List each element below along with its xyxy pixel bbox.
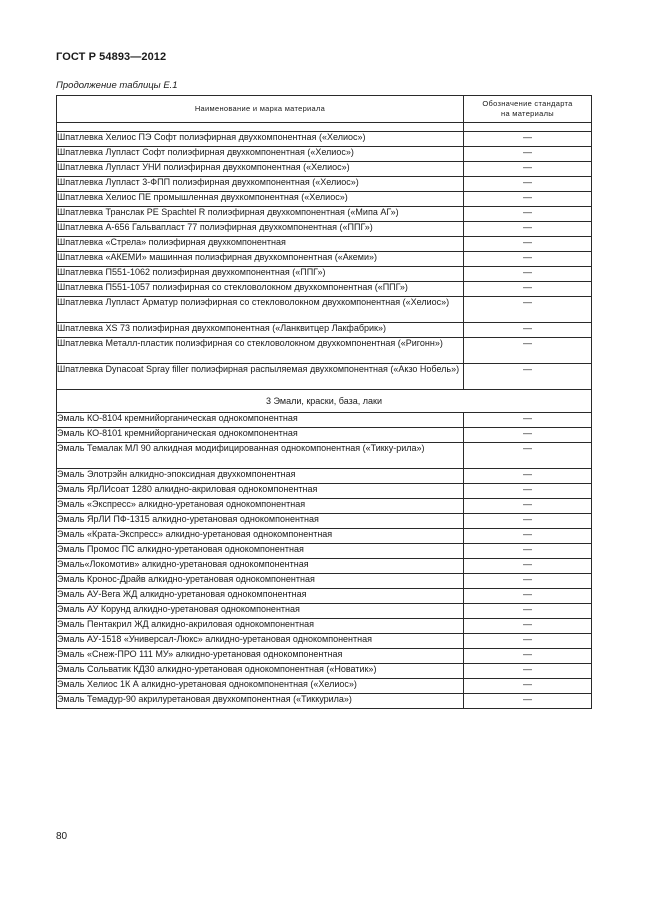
standard-designation: — [464, 649, 592, 664]
table-row [57, 694, 592, 709]
material-name: Шпатлевка Металл-пластик полиэфирная со стекловолокном двухкомпонентная («Ригонн») [57, 338, 464, 364]
table-body-enamels [57, 413, 592, 709]
material-name: Эмаль Хелиос 1К А алкидно-уретановая однокомпонентная («Хелиос») [57, 679, 464, 694]
material-name: Шпатлевка «АКЕМИ» машинная полиэфирная двухкомпонентная («Акеми») [57, 252, 464, 267]
table-section [57, 390, 592, 413]
section-title: 3 Эмали, краски, база, лаки [57, 390, 592, 413]
material-name: Эмаль Темадур-90 акрилуретановая двухкомпонентная («Тиккурила») [57, 694, 464, 709]
document-id: ГОСТ Р 54893—2012 [56, 51, 167, 63]
material-name: Шпатлевка Лупласт 3-ФПП полиэфирная двухкомпонентная («Хелиос») [57, 177, 464, 192]
standard-designation: — [464, 207, 592, 222]
table-row [57, 529, 592, 544]
standard-designation: — [464, 413, 592, 428]
standard-designation: — [464, 282, 592, 297]
table-row [57, 484, 592, 499]
material-name: Эмаль«Локомотив» алкидно-уретановая однокомпонентная [57, 559, 464, 574]
material-name: Шпатлевка А-656 Гальвапласт 77 полиэфирная двухкомпонентная («ППГ») [57, 222, 464, 237]
material-name: Шпатлевка П551-1062 полиэфирная двухкомпонентная («ППГ») [57, 267, 464, 282]
standard-designation: — [464, 679, 592, 694]
material-name: Шпатлевка XS 73 полиэфирная двухкомпонентная («Ланквитцер Лакфабрик») [57, 323, 464, 338]
table-row [57, 589, 592, 604]
table-row [57, 544, 592, 559]
materials-table [56, 95, 592, 709]
table-row [57, 514, 592, 529]
material-name: Эмаль Кронос-Драйв алкидно-уретановая однокомпонентная [57, 574, 464, 589]
standard-designation: — [464, 514, 592, 529]
table-row [57, 222, 592, 237]
table-body-putty [57, 123, 592, 390]
standard-designation: — [464, 192, 592, 207]
material-name: Эмаль Элотрэйн алкидно-эпоксидная двухкомпонентная [57, 469, 464, 484]
material-name: Шпатлевка Лупласт УНИ полиэфирная двухкомпонентная («Хелиос») [57, 162, 464, 177]
standard-designation: — [464, 177, 592, 192]
table-row [57, 237, 592, 252]
table-row [57, 267, 592, 282]
table-row [57, 604, 592, 619]
table-row [57, 297, 592, 323]
table-row [57, 559, 592, 574]
material-name: Эмаль АУ-1518 «Универсал-Люкс» алкидно-уретановая однокомпонентная [57, 634, 464, 649]
material-name: Эмаль «Крата-Экспресс» алкидно-уретановая однокомпонентная [57, 529, 464, 544]
standard-designation: — [464, 589, 592, 604]
standard-designation: — [464, 559, 592, 574]
page-number: 80 [56, 831, 68, 842]
table-row [57, 323, 592, 338]
material-name: Эмаль «Снеж-ПРО 111 МУ» алкидно-уретановая однокомпонентная [57, 649, 464, 664]
standard-designation: — [464, 162, 592, 177]
material-name: Шпатлевка Хелиос ПЭ Софт полиэфирная двухкомпонентная («Хелиос») [57, 132, 464, 147]
table-row [57, 282, 592, 297]
table-row [57, 428, 592, 443]
table-row [57, 469, 592, 484]
standard-designation: — [464, 544, 592, 559]
material-name: Эмаль Темалак МЛ 90 алкидная модифицированная однокомпонентная («Тикку-рила») [57, 443, 464, 469]
table-row [57, 634, 592, 649]
table-row [57, 338, 592, 364]
standard-designation: — [464, 443, 592, 469]
table-row [57, 679, 592, 694]
material-name: Эмаль Сольватик КД30 алкидно-уретановая однокомпонентная («Новатик») [57, 664, 464, 679]
section-row [57, 390, 592, 413]
standard-designation: — [464, 574, 592, 589]
standard-designation: — [464, 634, 592, 649]
standard-designation: — [464, 297, 592, 323]
material-name: Шпатлевка Dynacoat Spray filler полиэфирная распыляемая двухкомпонентная («Акзо Нобель») [57, 364, 464, 390]
table-row [57, 177, 592, 192]
column-header-standard-line1: Обозначение стандарта [482, 99, 573, 108]
table-row [57, 574, 592, 589]
material-name: Эмаль КО-8104 кремнийорганическая однокомпонентная [57, 413, 464, 428]
column-header-name: Наименование и марка материала [57, 96, 464, 123]
material-name: Шпатлевка Хелиос ПЕ промышленная двухкомпонентная («Хелиос») [57, 192, 464, 207]
table-row [57, 499, 592, 514]
material-name: Эмаль Промос ПС алкидно-уретановая однокомпонентная [57, 544, 464, 559]
standard-designation: — [464, 222, 592, 237]
table-row [57, 413, 592, 428]
standard-designation: — [464, 364, 592, 390]
table-row [57, 649, 592, 664]
table-row [57, 252, 592, 267]
table-row [57, 132, 592, 147]
table-row [57, 443, 592, 469]
standard-designation: — [464, 338, 592, 364]
table-row [57, 162, 592, 177]
material-name: Эмаль ЯрЛИ ПФ-1315 алкидно-уретановая однокомпонентная [57, 514, 464, 529]
standard-designation: — [464, 469, 592, 484]
standard-designation: — [464, 619, 592, 634]
material-name: Шпатлевка Лупласт Арматур полиэфирная со стекловолокном двухкомпонентная («Хелиос») [57, 297, 464, 323]
material-name: Шпатлевка Транслак PE Spachtel R полиэфирная двухкомпонентная («Мипа АГ») [57, 207, 464, 222]
standard-designation: — [464, 694, 592, 709]
standard-designation: — [464, 499, 592, 514]
table-row [57, 207, 592, 222]
material-name: Шпатлевка «Стрела» полиэфирная двухкомпонентная [57, 237, 464, 252]
table-caption: Продолжение таблицы Е.1 [56, 80, 178, 91]
standard-designation: — [464, 484, 592, 499]
material-name: Шпатлевка Лупласт Софт полиэфирная двухкомпонентная («Хелиос») [57, 147, 464, 162]
standard-designation: — [464, 664, 592, 679]
standard-designation: — [464, 267, 592, 282]
standard-designation: — [464, 132, 592, 147]
table-row [57, 364, 592, 390]
table-row [57, 619, 592, 634]
standard-designation: — [464, 428, 592, 443]
table-header-row [57, 96, 592, 123]
material-name: Шпатлевка П551-1057 полиэфирная со стекловолокном двухкомпонентная («ППГ») [57, 282, 464, 297]
table-row [57, 664, 592, 679]
column-header-standard [464, 96, 592, 123]
standard-designation: — [464, 147, 592, 162]
standard-designation: — [464, 237, 592, 252]
standard-designation: — [464, 323, 592, 338]
column-header-standard-line2: на материалы [501, 109, 554, 118]
material-name: Эмаль АУ-Вега ЖД алкидно-уретановая однокомпонентная [57, 589, 464, 604]
standard-designation: — [464, 604, 592, 619]
spacer-row [57, 123, 592, 132]
standard-designation: — [464, 529, 592, 544]
material-name: Эмаль «Экспресс» алкидно-уретановая однокомпонентная [57, 499, 464, 514]
material-name: Эмаль КО-8101 кремнийорганическая однокомпонентная [57, 428, 464, 443]
material-name: Эмаль Пентакрил ЖД алкидно-акриловая однокомпонентная [57, 619, 464, 634]
standard-designation: — [464, 252, 592, 267]
table-row [57, 147, 592, 162]
material-name: Эмаль ЯрЛИсоат 1280 алкидно-акриловая однокомпонентная [57, 484, 464, 499]
table-row [57, 192, 592, 207]
material-name: Эмаль АУ Корунд алкидно-уретановая однокомпонентная [57, 604, 464, 619]
